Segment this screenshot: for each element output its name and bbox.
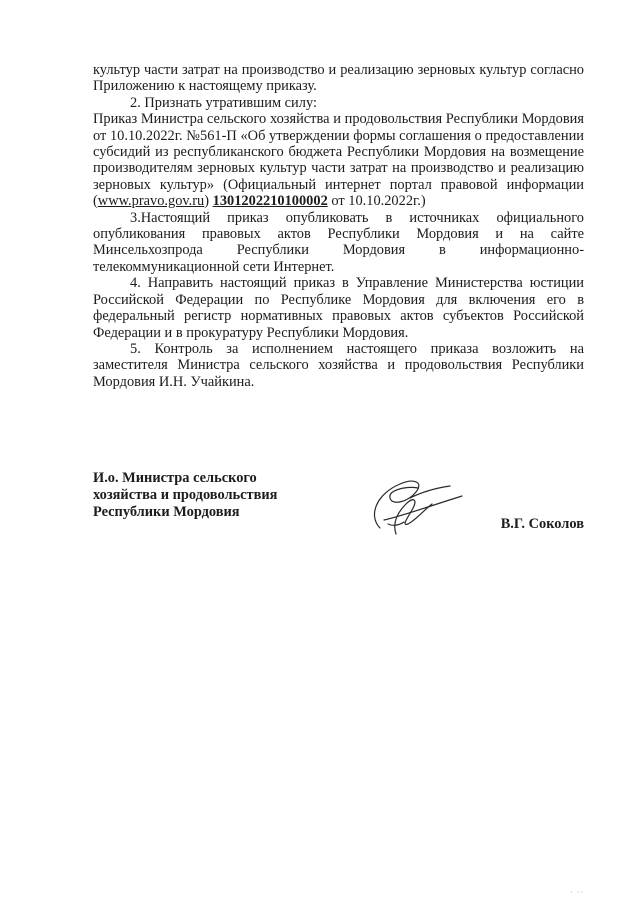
paragraph-repealed-order — [93, 111, 584, 209]
signature-block — [93, 470, 584, 540]
paragraph-item-3: 3.Настоящий приказ опубликовать в источниках официального опубликования правовых актов Республики Мордовия и на сайте Минсельхозпрода Республики Мордовия в информационно-телекоммуникационной сети Интернет. — [93, 209, 584, 275]
document-body — [93, 62, 584, 390]
paragraph-item-5: 5. Контроль за исполнением настоящего приказа возложить на заместителя Министра сельского хозяйства и продовольствия Республики Мордовия И.Н. Учайкина. — [93, 340, 584, 390]
paragraph-item-2: 2. Признать утратившим силу: — [130, 94, 317, 111]
repealed-order-date: от 10.10.2022г.) — [327, 193, 426, 210]
registration-number: 1301202210100002 — [212, 193, 328, 210]
paragraph-item-4: 4. Направить настоящий приказ в Управление Министерства юстиции Российской Федерации по Республике Мордовия для включения его в федеральный регистр нормативных правовых актов субъектов Российской Федерации и в прокуратуру Республики Мордовия. — [93, 275, 584, 341]
repealed-order-text: Приказ Министра сельского хозяйства и продовольствия Республики Мордовия от 10.10.2022г. №561-П «Об утверждении формы соглашения о предоставлении субсидий из республиканского бюджета Республики Мордовия на возмещение производителям зерновых культур части затрат на производство и реализацию зерновых культур» (Официальный интернет портал правовой информации ( — [93, 111, 584, 210]
paragraph-annex-reference: культур части затрат на производство и реализацию зерновых культур согласно Приложению к настоящему приказу. — [93, 62, 584, 95]
signatory-position-line-3: Республики Мордовия — [93, 504, 240, 520]
signatory-position-line-2: хозяйства и продовольствия — [93, 487, 278, 503]
signatory-position-line-1: И.о. Министра сельского — [93, 470, 257, 486]
signatory-name: В.Г. Соколов — [500, 516, 584, 532]
handwritten-signature — [362, 476, 467, 538]
pravo-link[interactable]: www.pravo.gov.ru — [97, 193, 205, 210]
scan-artifact: · ·· — [570, 888, 584, 897]
signatory-position — [93, 470, 333, 521]
repealed-order-text-middle: ) — [204, 193, 213, 210]
